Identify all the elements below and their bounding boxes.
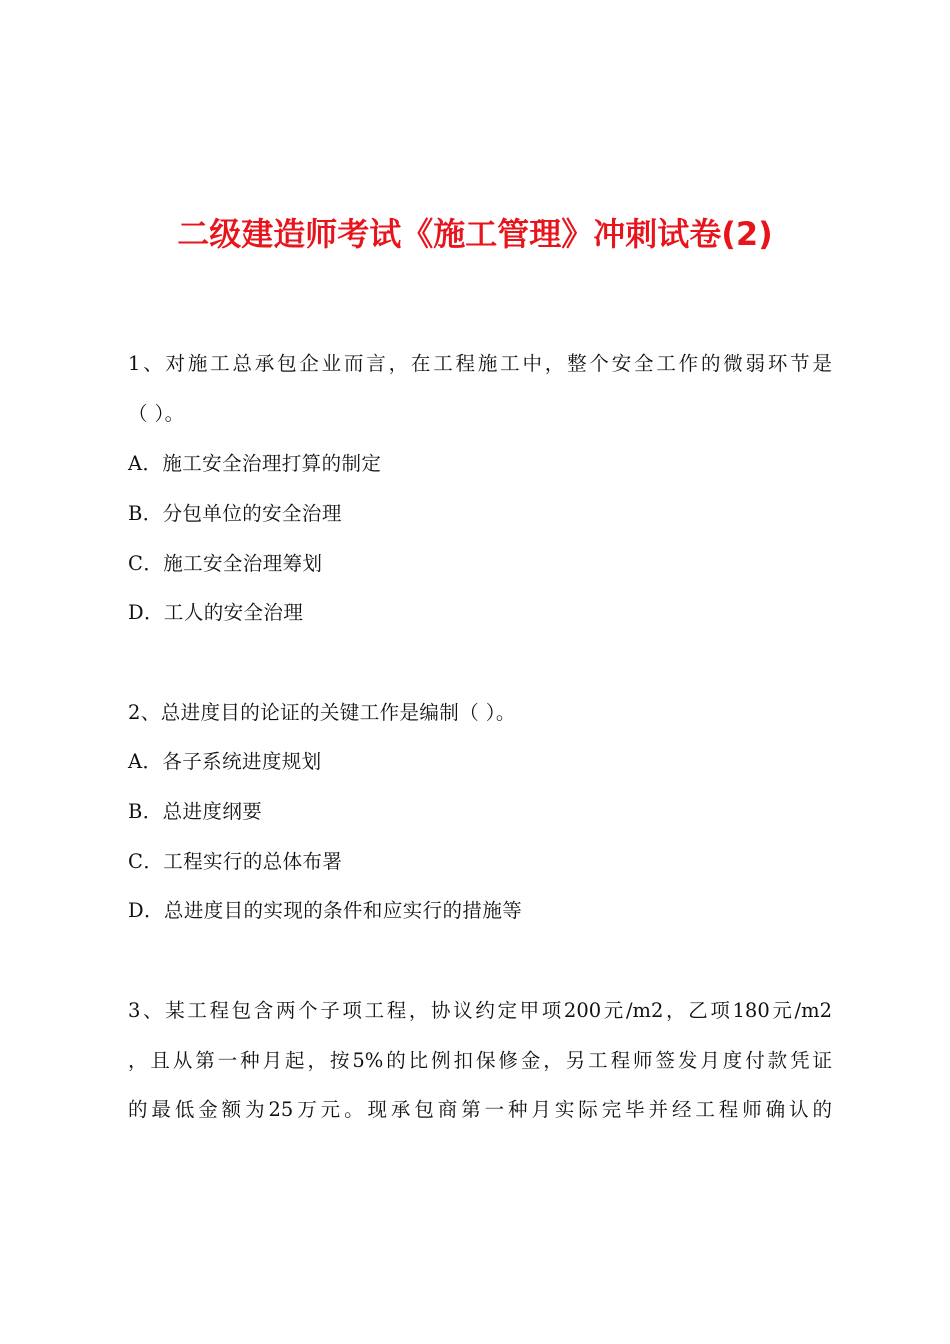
question-3-stem-line-2: ，且从第一种月起，按5%的比例扣保修金，另工程师签发月度付款凭证 — [128, 1049, 832, 1072]
question-1-option-a: A．施工安全治理打算的制定 — [128, 452, 382, 475]
question-2-stem-line-1: 2、总进度目的论证的关键工作是编制（ ）。 — [128, 701, 516, 724]
question-2-option-a: A．各子系统进度规划 — [128, 750, 322, 773]
question-1-stem-line-2: （ ）。 — [128, 402, 185, 425]
question-3-stem-line-3: 的最低金额为25万元。现承包商第一种月实际完毕并经工程师确认的 — [128, 1098, 832, 1121]
question-1-option-b: B．分包单位的安全治理 — [128, 502, 342, 525]
question-2-option-d: D．总进度目的实现的条件和应实行的措施等 — [128, 899, 523, 922]
question-2-option-b: B．总进度纲要 — [128, 800, 263, 823]
question-1-option-d: D．工人的安全治理 — [128, 601, 304, 624]
page-title: 二级建造师考试《施工管理》冲刺试卷(2) — [177, 215, 773, 253]
question-2-option-c: C．工程实行的总体布署 — [128, 850, 343, 873]
question-1-stem-line-1: 1、对施工总承包企业而言，在工程施工中，整个安全工作的微弱环节是 — [128, 352, 832, 375]
question-3-stem-line-1: 3、某工程包含两个子项工程，协议约定甲项200元/m2，乙项180元/m2 — [128, 999, 832, 1022]
question-1-option-c: C．施工安全治理筹划 — [128, 552, 323, 575]
